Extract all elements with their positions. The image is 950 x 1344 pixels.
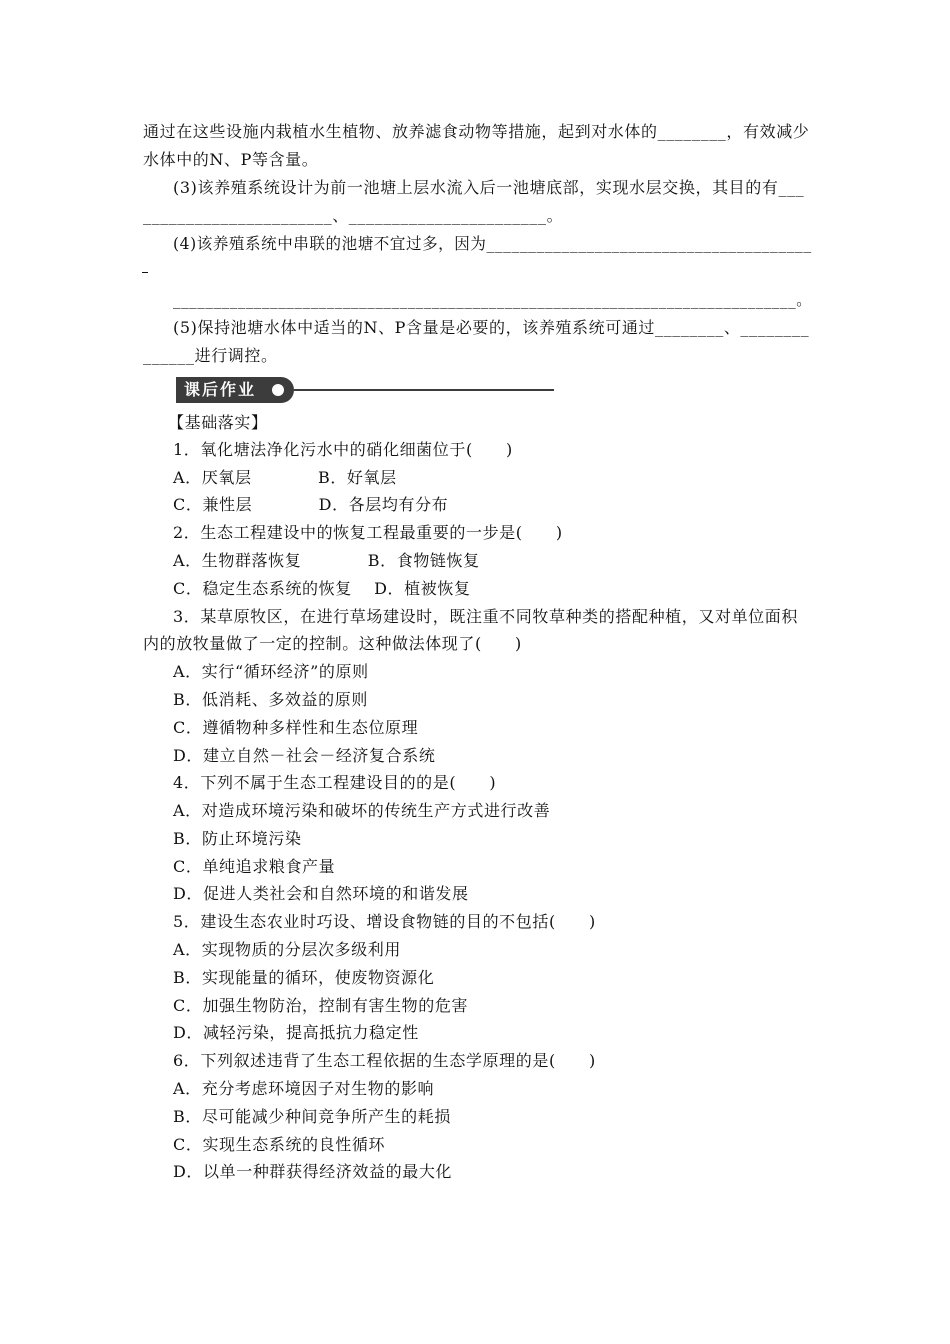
section-heading: 【基础落实】 [168,413,268,432]
question-3-line: (3)该养殖系统设计为前一池塘上层水流入后一池塘底部，实现水层交换，其目的有___ [173,178,805,197]
question-option: A．实行“循环经济”的原则 [173,662,369,681]
question-option: D．建立自然－社会－经济复合系统 [173,746,436,765]
paragraph-line: 通过在这些设施内栽植水生植物、放养滤食动物等措施，起到对水体的________，有效减少 [143,122,810,141]
question-option: B．实现能量的循环，使废物资源化 [173,968,435,987]
bullet-dot-icon [272,384,284,396]
question-stem: 5．建设生态农业时巧设、增设食物链的目的不包括( ) [173,912,596,931]
question-option: C．遵循物种多样性和生态位原理 [173,718,419,737]
question-option: A．对造成环境污染和破坏的传统生产方式进行改善 [173,801,551,820]
question-option: D．减轻污染，提高抵抗力稳定性 [173,1023,419,1042]
banner-rule [294,389,554,391]
question-option: B．低消耗、多效益的原则 [173,690,368,709]
question-3-blanks: ______________________、_______________________。 [143,206,564,225]
paragraph-line: 水体中的N、P等含量。 [143,150,319,169]
section-banner-label: 课后作业 [176,377,294,403]
question-stem: 3．某草原牧区，在进行草场建设时，既注重不同牧草种类的搭配种植，又对单位面积 [173,607,798,626]
question-5-blanks: ______进行调控。 [143,346,278,365]
question-stem: 6．下列叙述违背了生态工程依据的生态学原理的是( ) [173,1051,596,1070]
question-option: B．尽可能减少种间竞争所产生的耗损 [173,1107,451,1126]
question-option: A．充分考虑环境因子对生物的影响 [173,1079,435,1098]
question-option: B．防止环境污染 [173,829,302,848]
question-option: C．单纯追求粮食产量 [173,857,336,876]
question-stem: 4．下列不属于生态工程建设目的的是( ) [173,773,497,792]
question-option: D．促进人类社会和自然环境的和谐发展 [173,884,469,903]
question-option: C．实现生态系统的良性循环 [173,1135,386,1154]
section-banner [176,377,556,403]
question-option: A．实现物质的分层次多级利用 [173,940,401,959]
question-options: A．厌氧层 B．好氧层 [173,468,397,487]
continuation-dash [142,272,148,273]
question-stem: 内的放牧量做了一定的控制。这种做法体现了( ) [143,634,522,653]
question-option: C．加强生物防治，控制有害生物的危害 [173,996,469,1015]
question-stem: 2．生态工程建设中的恢复工程最重要的一步是( ) [173,523,563,542]
question-4-blank: _____________________________________________________________________________。 [173,290,812,309]
question-options: C．稳定生态系统的恢复 D．植被恢复 [173,579,471,598]
question-options: A．生物群落恢复 B．食物链恢复 [173,551,480,570]
question-5-line: (5)保持池塘水体中适当的N、P含量是必要的，该养殖系统可通过________、________ [173,318,810,337]
question-4-line: (4)该养殖系统中串联的池塘不宜过多，因为_______________________________________ [173,234,812,253]
question-stem: 1．氧化塘法净化污水中的硝化细菌位于( ) [173,440,513,459]
question-option: D．以单一种群获得经济效益的最大化 [173,1162,453,1181]
question-options: C．兼性层 D．各层均有分布 [173,495,449,514]
